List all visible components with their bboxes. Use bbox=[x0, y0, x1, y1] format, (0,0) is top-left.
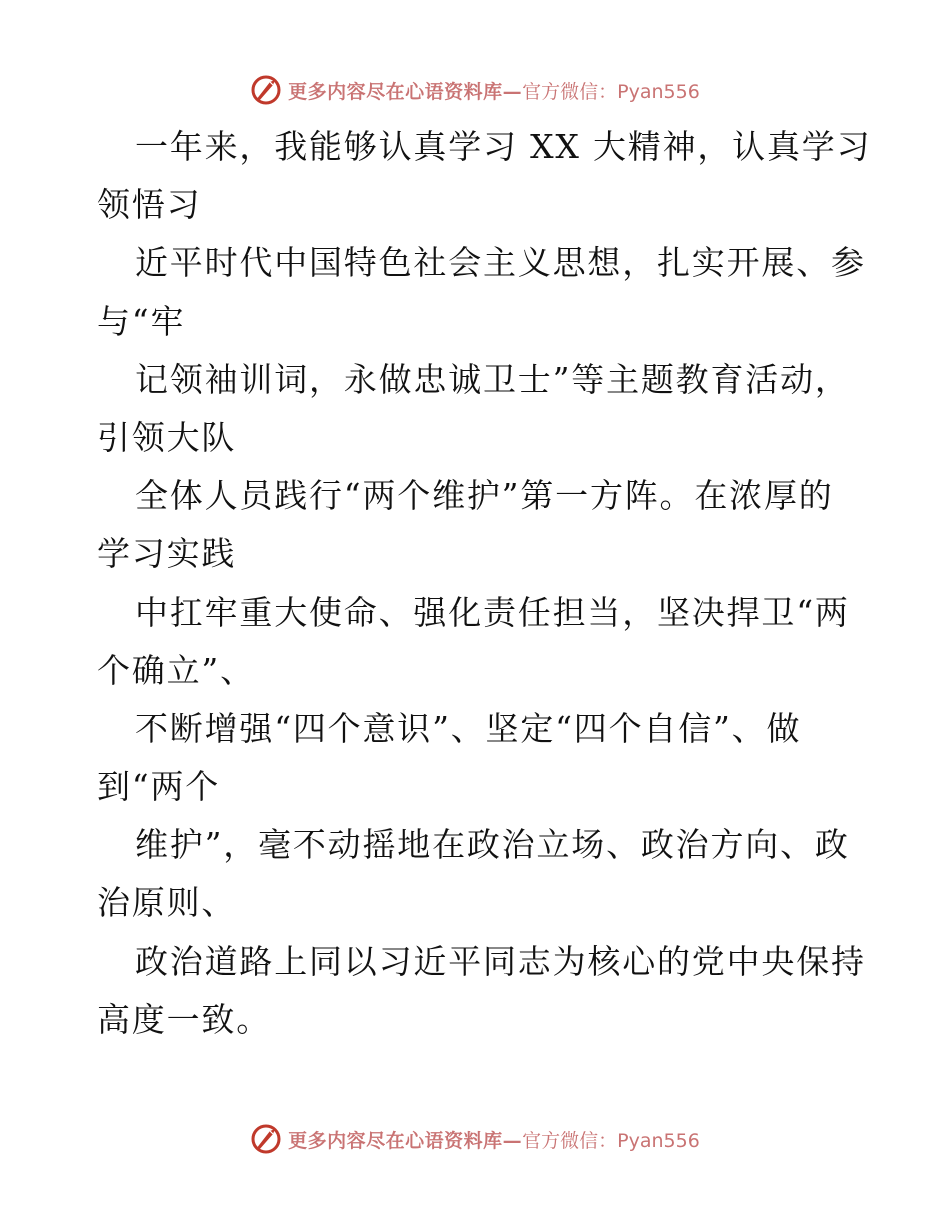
quill-logo-icon bbox=[250, 74, 282, 106]
text-line: 到“两个 bbox=[97, 767, 221, 807]
text-line: 引领大队 bbox=[97, 417, 237, 457]
text-line: 一年来，我能够认真学习 XX 大精神，认真学习 bbox=[135, 127, 872, 166]
text-line: 全体人员践行“两个维护”第一方阵。在浓厚的 bbox=[135, 476, 834, 516]
text-line: 中扛牢重大使命、强化责任担当，坚决捍卫“两 bbox=[135, 592, 850, 632]
text-line: 高度一致。 bbox=[97, 999, 271, 1039]
text-line: 与“牢 bbox=[97, 301, 186, 341]
text-line: 维护”，毫不动摇地在政治立场、政治方向、政 bbox=[135, 825, 850, 865]
text-line: 不断增强“四个意识”、坚定“四个自信”、做 bbox=[135, 708, 802, 748]
text-line: 近平时代中国特色社会主义思想，扎实开展、参 bbox=[135, 243, 866, 283]
document-body bbox=[97, 118, 872, 1049]
text-line: 学习实践 bbox=[97, 534, 237, 574]
watermark-contact: 官方微信：Pyan556 bbox=[522, 80, 700, 103]
text-line: 个确立”、 bbox=[97, 650, 255, 690]
watermark-text: 更多内容尽在心语资料库— bbox=[288, 1129, 523, 1152]
text-line: 记领袖训词，永做忠诚卫士”等主题教育活动， bbox=[135, 359, 850, 399]
header-watermark bbox=[0, 70, 950, 110]
text-line: 治原则、 bbox=[97, 883, 237, 923]
watermark-contact: 官方微信：Pyan556 bbox=[522, 1129, 700, 1152]
footer-watermark bbox=[0, 1119, 950, 1159]
text-line: 领悟习 bbox=[97, 185, 202, 225]
quill-logo-icon bbox=[250, 1123, 282, 1155]
text-line: 政治道路上同以习近平同志为核心的党中央保持 bbox=[135, 941, 866, 981]
watermark-text: 更多内容尽在心语资料库— bbox=[288, 80, 523, 103]
